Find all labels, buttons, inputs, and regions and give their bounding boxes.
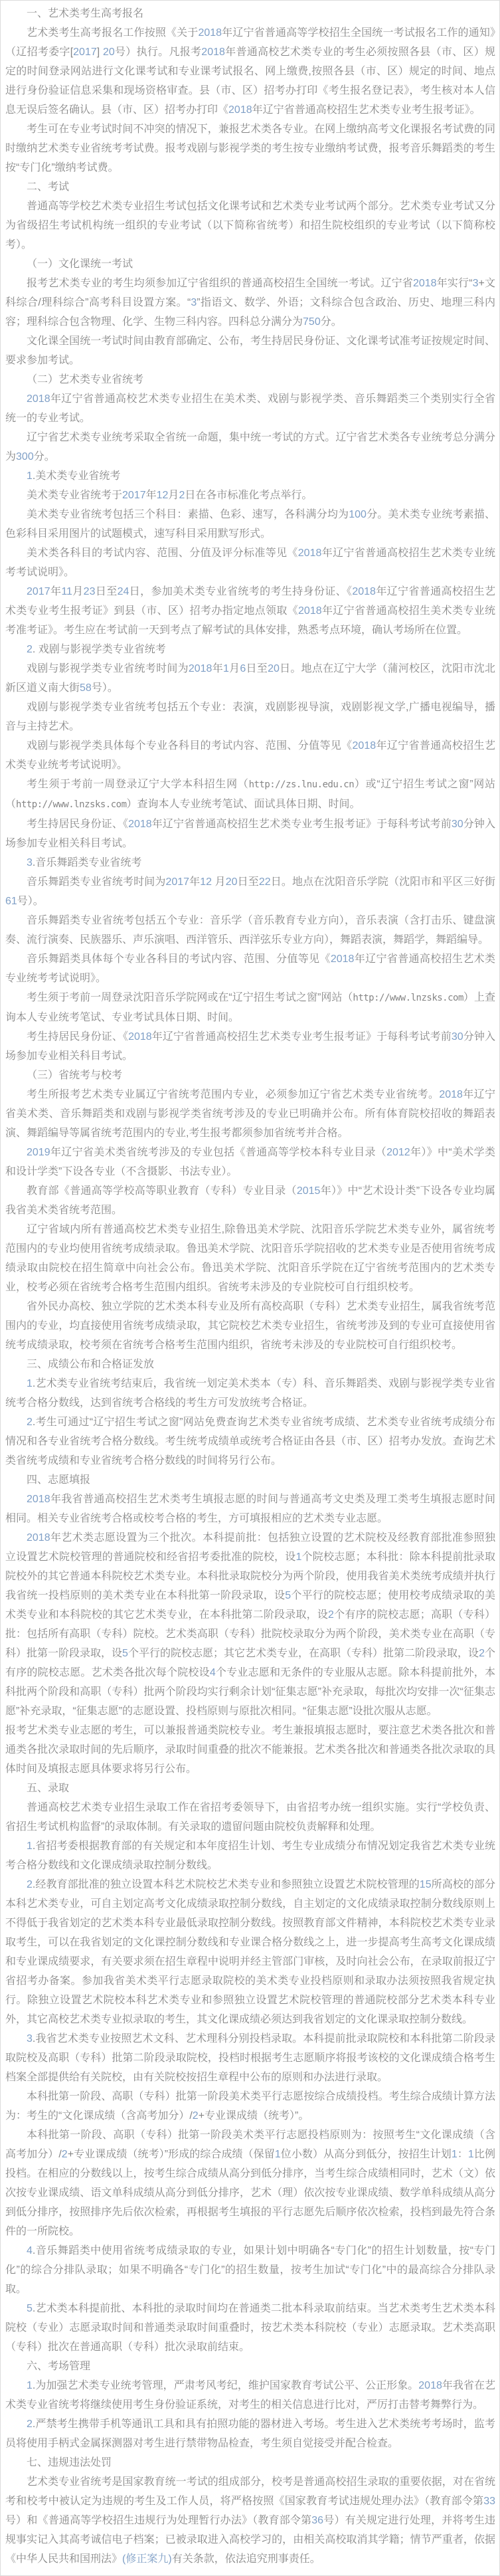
accent-text: (修正案九) (122, 2553, 172, 2565)
numeral: 1 (295, 1551, 302, 1563)
numeral: 1 (451, 2149, 458, 2160)
numeral: 58 (80, 682, 92, 694)
numeral: 1 (27, 1378, 33, 1389)
numeral: 5 (27, 2303, 33, 2314)
numeral: 2017 (73, 47, 97, 58)
numeral: 15 (419, 1879, 432, 1890)
paragraph: 戏剧与影视学类专业省统考包括五个专业：表演，戏剧影视导演，戏剧影视文学,广播电视编导，播音与主持艺术。 (5, 702, 495, 732)
numeral: 2 (27, 1417, 33, 1428)
numeral: 300 (16, 451, 34, 462)
numeral: 12 (156, 490, 169, 501)
numeral: 2018 (352, 740, 376, 751)
paragraph: 教育部《普通高等学校高等职业教育（专科）专业目录（2015年）》中“艺术设计类”下设各专业均属我省美术类省统考范围。 (5, 1185, 495, 1216)
numeral: 2018 (352, 586, 376, 597)
section-heading: 七、违规违法处罚 (27, 2457, 112, 2468)
paragraph: 考生须于考前一周登录辽宁大学本科招生网（http://zs.lnu.edu.cn）或“辽宁招生考试之窗”网站（http://www.lnzsks.com）查询本人专业统考笔试、面试具体日期、时间。 (5, 779, 495, 810)
section-heading: 1.美术类专业省统考 (27, 470, 121, 482)
numeral: 2018 (128, 819, 152, 830)
paragraph: 音乐舞蹈类具体每个专业各科目的考试内容、范围、分值等见《2018年辽宁省普通高校招生艺术类专业统考考试说明》。 (5, 953, 495, 984)
numeral: 2018 (27, 393, 50, 405)
paragraph: 辽宁省域内所有普通高校艺术类专业招生,除鲁迅美术学院、沈阳音乐学院艺术类专业外，属省统考范围内的专业均使用省统考成绩录取。鲁迅美术学院、沈阳音乐学院招收的艺术类专业是否使用省统考成绩录取由院校在招生简章中向社会公布。鲁迅美术学院、沈阳音乐学院在辽宁省统考范围内的艺术类专业，校考必须在省统考合格考生范围内组织。省统考未涉及的专业院校可自行组织校考。 (5, 1224, 495, 1293)
numeral: 1 (222, 663, 229, 674)
numeral: 2018 (198, 27, 222, 39)
numeral: 2 (27, 2419, 33, 2430)
paragraph: 文化课全国统一考试时间由教育部确定、公布，考生持居民身份证、文化课考试准考证按规定时间、要求参加考试。 (5, 336, 495, 366)
section-heading: 一、艺术类考生高考报名 (27, 8, 144, 19)
paragraph: 艺术类专业省统考是国家教育统一考试的组成部分，校考是普通高校招生录取的重要依据，对在省统考和校考中被认定为违规的考生及工作人员，将严格按照《国家教育考试违规处理办法》（教育部令第33号）和《普通高等学校招生违规行为处理暂行办法》（教育部令第36号）有关规定进行处理，并将考生违规事实记入其高考诚信电子档案；已被录取进入高校学习的，由相关高校取消其学籍；情节严重者，依据《中华人民共和国刑法》(修正案九)有关条款，依法追究刑事责任。 (5, 2476, 495, 2565)
numeral: 2 (192, 2110, 199, 2122)
section-heading: 三、成绩公布和合格证发放 (27, 1359, 155, 1370)
numeral: 24 (117, 586, 129, 597)
paragraph: 本科批第一阶段、高职（专科）批第一阶段美术类平行志愿投档原则为：按照考生“文化课成绩（含高考加分）/2+专业课成绩（统考）”形成的综合成绩（保留1位小数）从高分到低分，按招生计划1：1比例投档。在相应的分数线以上，按考生综合成绩从高分到低分排序，当考生综合成绩相同时，艺术（文）依次按专业课成绩、语文单科成绩从高分到低分排序，艺术（理）依次按专业课成绩、数学单科成绩从高分到低分排序，按照排序先后依次检索，再根据考生填报的平行志愿先后顺序依次检索，投档到最先符合条件的一所院校。 (5, 2130, 495, 2237)
paragraph: 4.音乐舞蹈类中使用省统考成绩录取的专业，如果计划中明确各“专门化”的招生计划数量，按“专门化”的综合分排队录取；如果不明确各“专门化”的招生数量，按考生加试“专门化”中的最高综合分排队录取。 (5, 2245, 495, 2295)
numeral: 2 (61, 2149, 68, 2160)
numeral: 100 (349, 509, 367, 520)
numeral: 2018 (27, 1532, 50, 1543)
section-heading: 六、考场管理 (27, 2361, 91, 2372)
numeral: 2 (27, 644, 33, 655)
numeral: 2018 (439, 1089, 463, 1100)
numeral: 2017 (165, 876, 190, 888)
numeral: 2015 (296, 1185, 321, 1197)
numeral: 4 (209, 1667, 216, 1678)
paragraph: 考生持居民身份证、《2018年辽宁省普通高校招生艺术类专业考生报考证》于每科考试考前30分钟入场参加专业相关科目考试。 (5, 819, 495, 849)
numeral: 2018 (228, 104, 252, 116)
numeral: 1 (467, 2149, 474, 2160)
numeral: 23 (83, 586, 96, 597)
numeral: 1 (27, 2380, 33, 2391)
numeral: 36 (311, 2515, 324, 2526)
section-heading: 五、录取 (27, 1783, 70, 1794)
numeral: 30 (451, 1031, 463, 1042)
paragraph: 3.我省艺术类专业按照艺术文科、艺术理科分别投档录取。本科提前批录取院校和本科批第二阶段录取院校及高职（专科）批第二阶段录取院校，投档时根据考生志愿顺序将报考该校的文化课成绩合格考生档案全部提供给有关院校，由有关院校按招生章程中公布的原则和办法进行录取。 (5, 2033, 495, 2083)
numeral: 1 (274, 2149, 281, 2160)
url-text: http://zs.lnu.edu.cn (248, 779, 355, 790)
numeral: 20 (102, 47, 115, 58)
paragraph: 音乐舞蹈类专业省统考包括五个专业：音乐学（音乐教育专业方向），音乐表演（含打击乐、键盘演奏、流行演奏、民族器乐、声乐演唱、西洋管乐、西洋弦乐专业方向），舞蹈表演，舞蹈学，舞蹈编导。 (5, 915, 495, 945)
numeral: 2018 (298, 605, 322, 617)
numeral: 2018 (188, 663, 212, 674)
numeral: 2 (328, 1609, 334, 1621)
numeral: 11 (61, 586, 72, 597)
numeral: 2 (27, 1879, 33, 1890)
paragraph: 辽宁省艺术类专业统考采取全省统一命题，集中统一考试的方式。辽宁省艺术类各专业统考总分满分为300分。 (5, 432, 495, 462)
numeral: 2018 (418, 2380, 442, 2391)
numeral: 30 (451, 819, 463, 830)
numeral: 4 (27, 2245, 33, 2256)
paragraph: 2018年艺术类志愿设置为三个批次。本科提前批：包括独立设置的艺术院校及经教育部批准参照独立设置艺术院校管理的普通院校和经省招考委批准的院校，设1个院校志愿；本科批：除本科提前批录取院校外的其它普通本科院校艺术类专业。本科批录取院校分为两个阶段，使用我省美术类统考成绩并执行我省统一投档原则的美术类专业在本科批第一阶段录取，设5个平行的院校志愿；使用校考成绩录取的美术类专业和本科院校的其它艺术类专业，在本科批第二阶段录取，设2个有序的院校志愿；高职（专科）批：包括所有高职（专科）院校。艺术类高职（专科）批院校录取分为两个阶段，美术类专业在高职（专科）批第一阶段录取，设5个平行的院校志愿；其它艺术类专业，在高职（专科）批第二阶段录取，设2个有序的院校志愿。艺术类各批次每个院校设4个专业志愿和无条件的专业服从志愿。除本科提前批外，本科批两个阶段和高职（专科）批两个阶段均实行剩余计划“征集志愿”补充录取，每批次均安排一次“征集志愿”补充录取，“征集志愿”的志愿设置、投档原则与原批次相同。“征集志愿”设批次服从志愿。 (5, 1532, 495, 1717)
numeral: 750 (303, 316, 321, 328)
numeral: 2 (479, 1648, 485, 1659)
numeral: 2018 (201, 47, 225, 58)
section-heading: 2. 戏剧与影视学类专业省统考 (27, 644, 166, 655)
section-heading: 3.音乐舞蹈类专业省统考 (27, 857, 142, 868)
paragraph: 音乐舞蹈类专业省统考时间为2017年12 月20日至22日。地点在沈阳音乐学院（沈阳市和平区三好街61号）。 (5, 876, 495, 907)
paragraph: 1.为加强艺术类专业统考管理，严肃考风考纪，维护国家教育考试公平、公正形象。2018年我省在艺术类专业省统考将继续使用考生身份验证系统，对考生的相关信息进行比对，严厉打击替考舞弊行为。 (5, 2380, 495, 2411)
url-text: http://www.lnzsks.com (16, 799, 127, 810)
numeral: 2 (179, 490, 185, 501)
paragraph: 考生所报考艺术类专业属辽宁省统考范围内专业，必须参加辽宁省艺术类专业省统考。2018年辽宁省美术类、音乐舞蹈类和戏剧与影视学类省统考涉及的专业已明确并公布。所有体育院校招收的舞蹈表演、舞蹈编导等属省统考范围内的专业,考生报考都须参加省统考并合格。 (5, 1089, 495, 1139)
paragraph: 艺术类考生高考报名工作按照《关于2018年辽宁省普通高等学校招生全国统一考试报名工作的通知》（辽招考委字[2017] 20号）执行。凡报考2018年普通高校艺术类专业的考生必须按照各县（市、区）规定的时间登录网站进行文化课考试和专业课考试报名、网上缴费,按照各县（市、区）规定的时间、地点进行身份验证信息采集和现场资格审查。县（市、区）招考办打印《考生报名登记表》，考生核对本人信息无误后签名确认。县（市、区）招考办打印《2018年辽宁省普通高校招生艺术类专业考生报考证》。 (5, 27, 495, 116)
paragraph: 普通高校艺术类专业招生录取工作在省招考委领导下，由省招考办统一组织实施。实行“学校负责、省招生考试机构监督”的录取体制。有关录取的遗留问题由院校负责解释和处理。 (5, 1802, 495, 1833)
numeral: 12 (200, 876, 212, 888)
paragraph: 2019年辽宁省美术类省统考涉及的专业包括《普通高等学校本科专业目录（2012年）》中“美术学类和设计学类”下设各专业（不含摄影、书法专业）。 (5, 1147, 495, 1177)
paragraph: 考生持居民身份证、《2018年辽宁省普通高校招生艺术类专业考生报考证》于每科考试考前30分钟入场参加专业相关科目考试。 (5, 1031, 495, 1062)
numeral: 3 (27, 2033, 33, 2044)
numeral: 22 (258, 876, 271, 888)
numeral: 2018 (27, 1494, 50, 1505)
numeral: 2018 (297, 547, 322, 559)
url-text: http://www.lnzsks.com (353, 993, 463, 1003)
section-heading: 二、考试 (27, 181, 70, 193)
numeral: 33 (483, 2496, 495, 2507)
numeral: 2017 (27, 586, 50, 597)
section-heading: 四、志愿填报 (27, 1474, 91, 1486)
numeral: 2018 (412, 278, 437, 289)
numeral: 5 (285, 1590, 292, 1601)
numeral: 2018 (128, 1031, 152, 1042)
numeral: 3 (472, 278, 479, 289)
numeral: 2019 (27, 1147, 50, 1158)
numeral: 3 (191, 297, 197, 308)
paragraph: 考生可在专业考试时间不冲突的情况下，兼报艺术类各专业。在网上缴纳高考文化课报名考试费的同时缴纳艺术类专业省统考考试费。报考戏剧与影视学类的考生按专业缴纳考试费，报考音乐舞蹈类的考生按“专门化”缴纳考试费。 (5, 124, 495, 173)
paragraph: 考生须于考前一周登录沈阳音乐学院网或在“辽宁招生考试之窗”网站（http://www.lnzsks.com）上查询本人专业统考笔试、专业考试具体日期、时间。 (5, 992, 495, 1023)
paragraph: 美术类各科目的考试内容、范围、分值及评分标准等见《2018年辽宁省普通高校招生艺术类专业统考考试说明》。 (5, 547, 495, 578)
paragraph: 本科批第一阶段、高职（专科）批第一阶段美术类平行志愿按综合成绩投档。考生综合成绩计算方法为：考生的“文化课成绩（含高考加分）/2+专业课成绩（统考）”。 (5, 2091, 495, 2122)
paragraph: 2018年我省普通高校招生艺术类考生填报志愿的时间与普通高考文史类及理工类考生填报志愿时间相同。相关专业省统考合格或校考合格的考生，方可填报相应的艺术类专业志愿。 (5, 1494, 495, 1524)
paragraph: 2.考生可通过“辽宁招生考试之窗”网站免费查询艺术类专业省统考成绩、艺术类专业省统考成绩分布情况和各专业省统考合格分数线。考生统考成绩单或统考合格证由各县（市、区）招考办发放。查询艺术类省统考成绩和专业省统考合格分数线的时间将另行公布。 (5, 1417, 495, 1466)
article-body (5, 4, 495, 2569)
numeral: 3 (27, 857, 33, 868)
paragraph: 戏剧与影视学类专业省统考时间为2018年1月6日至20日。地点在辽宁大学（蒲河校区，沈阳市沈北新区道义南大街58号）。 (5, 663, 495, 694)
paragraph: 2018年辽宁省普通高校艺术类专业招生在美术类、戏剧与影视学类、音乐舞蹈类三个类别实行全省统一的专业考试。 (5, 393, 495, 424)
paragraph: 2.严禁考生携带手机等通讯工具和具有拍照功能的器材进入考场。考生进入艺术类统考考场时，监考员将使用手柄式金属探测器对考生进行禁带物品检查，考生须自觉接受并配合检查。 (5, 2419, 495, 2449)
numeral: 5 (122, 1648, 128, 1659)
paragraph: 美术类专业省统考于2017年12月2日在各市标准化考点举行。 (27, 490, 313, 501)
numeral: 61 (5, 896, 17, 907)
paragraph: 普通高等学校艺术类专业招生考试包括文化课考试和艺术类专业考试两个部分。艺术类专业考试又分为省级招生考试机构统一组织的专业考试（以下简称省统考）和招生院校组织的专业考试（以下简称校考）。 (5, 201, 495, 250)
numeral: 2017 (122, 490, 146, 501)
numeral: 1 (27, 470, 33, 482)
paragraph: 报考艺术类专业志愿的考生，可以兼报普通类院校专业。考生兼报填报志愿时，要注意艺术类各批次和普通类各批次录取时间的先后顺序，录取时间重叠的批次不能兼报。艺术类各批次和普通类各批次录取的具体时间及填报志愿具体要求将另行公布。 (5, 1725, 495, 1775)
section-heading: （三）省统考与校考 (27, 1070, 123, 1081)
numeral: 2012 (386, 1147, 410, 1158)
paragraph: 戏剧与影视学类具体每个专业各科目的考试内容、范围、分值等见《2018年辽宁省普通高校招生艺术类专业统考考试说明》。 (5, 740, 495, 771)
paragraph: 省外民办高校、独立学院的艺术类本科专业及所有高校高职（专科）艺术类专业招生，属我省统考范围内的专业，均直接使用省统考成绩录取，其它院校艺术类专业招生，省统考涉及到的专业可直接使用省统考成绩录取，校考须在省统考合格考生范围内组织，省统考未涉及的专业院校可自行组织校考。 (5, 1301, 495, 1351)
paragraph: 2017年11月23日至24日，参加美术类专业省统考的考生持身份证、《2018年辽宁省普通高校招生艺术类专业考生报考证》到县（市、区）招考办指定地点领取《2018年辽宁省普通高校招生美术类专业统考准考证》。考生应在考试前一天到考点了解考试的具体安排，熟悉考点环境，确认考场所在位置。 (5, 586, 495, 636)
numeral: 20 (225, 876, 238, 888)
numeral: 1 (27, 1840, 33, 1852)
paragraph: 5.艺术类本科提前批、本科批的录取时间均在普通类二批本科录取前结束。当艺术类考生艺术类本科院校（专业）志愿录取时间和普通类录取时间重叠时，按艺术类本科院校（专业）志愿录取。艺术类高职（专科）批次在普通高职（专科）批次录取前结束。 (5, 2303, 495, 2353)
section-heading: （二）艺术类专业省统考 (27, 374, 144, 385)
numeral: 20 (268, 663, 280, 674)
numeral: 6 (240, 663, 246, 674)
paragraph: 报考艺术类专业的考生均须参加辽宁省组织的普通高校招生全国统一考试。辽宁省2018年实行“3+文科综合/理科综合”高考科目设置方案。“3”指语文、数学、外语；文科综合包含政治、历史、地理三科内容；理科综合包含物理、化学、生物三科内容。四科总分满分为750分。 (5, 278, 495, 328)
section-heading: （一）文化课统一考试 (27, 258, 133, 270)
paragraph: 1.艺术类专业省统考结束后，我省统一划定美术类本（专）科、音乐舞蹈类、戏剧与影视学类专业省统考合格分数线，达到省统考合格线的考生方可发放统考合格证。 (5, 1378, 495, 1409)
paragraph: 2.经教育部批准的独立设置本科艺术院校艺术类专业和参照独立设置艺术院校管理的15所高校的部分本科艺术类专业，可自主划定高考文化成绩录取控制分数线，自主划定的文化成绩录取控制分数线原则上不得低于我省划定的艺术类本科专业最低录取控制分数线。按照教育部文件精神，本科院校艺术类专业录取考生，可以在我省划定的文化课控制分数线和专业课合格分数线之上，进一步提高考生高考文化课成绩和专业课成绩要求，有关要求须在招生章程中说明并经主管部门审核，及时向社会公布，在录取前报辽宁省招考办备案。参加我省美术类平行志愿录取院校的美术类专业投档原则和录取办法须按照我省规定执行。除独立设置艺术院校本科艺术类专业和参照独立设置艺术院校管理的普通院校部分艺术类本科专业外，其它高校艺术类专业拟录取的考生，其文化课成绩必须达到我省划定的文化课录取控制分数线。 (5, 1879, 495, 2025)
paragraph: 美术类专业省统考包括三个科目：素描、色彩、速写，各科满分均为100分。美术类专业统考素描、色彩科目采用图片的试题模式，速写科目采用默写形式。 (5, 509, 495, 540)
paragraph: 1.省招考委根据教育部的有关规定和本年度招生计划、考生专业成绩分布情况划定我省艺术类专业统考合格分数线和文化课成绩录取控制分数线。 (5, 1840, 495, 1871)
numeral: 2018 (330, 953, 355, 965)
